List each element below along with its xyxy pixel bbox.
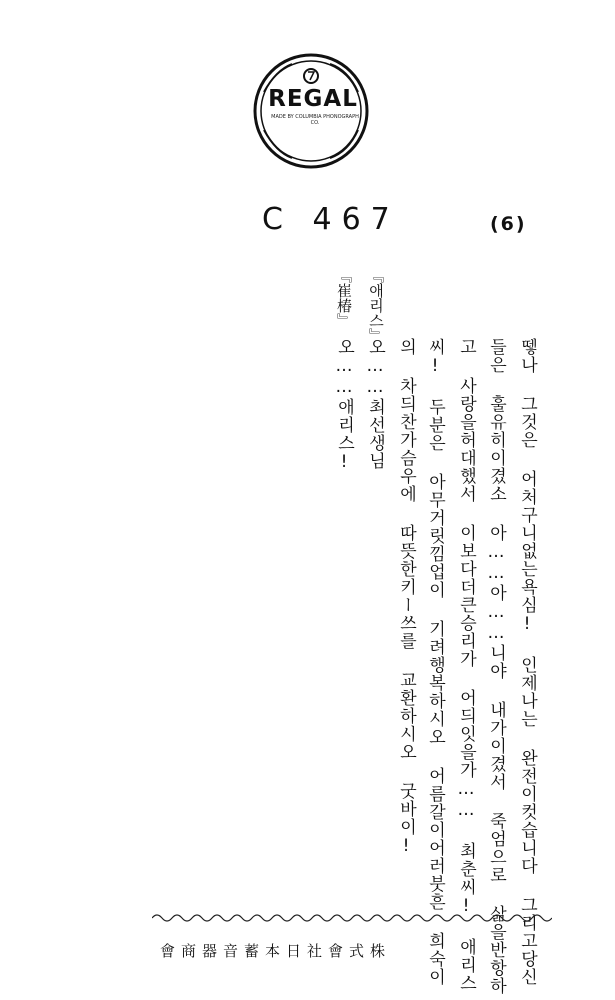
body-line: 씨! 두분은 아무거릿낌업이 기려행복하시오 어름갈이어러붓흔 희숙이 <box>425 338 445 986</box>
speaker-label: 『애리스』 <box>367 268 385 343</box>
publisher-footer: 會商器音蓄本日社會式株 <box>160 942 392 960</box>
logo-brand-text: REGAL <box>268 86 358 112</box>
side-number: (6) <box>490 213 527 235</box>
body-line: 오……최선생님 <box>365 338 385 470</box>
wavy-divider <box>152 912 552 924</box>
logo-subtitle: MADE BY COLUMBIA PHONOGRAPH CO. <box>271 114 359 126</box>
body-line: 들은 훌유히이겼소 아……아……니야 내가이겼서 죽엄으로 삶을반항하 <box>486 338 506 995</box>
catalog-number: C 467 <box>262 202 400 237</box>
body-line: 고 사랑을허대했서 이보다더큰승리가 어듸잇을가…… 최춘씨! 애리스 <box>456 338 476 992</box>
body-line: 오……애리스! <box>334 338 354 473</box>
body-line: 의 차듸찬가슴우에 따뜻한키ー쓰를 교환하시오 굿바이! <box>396 338 416 857</box>
speaker-label: 『崔椿』 <box>335 268 353 328</box>
body-line: 뗗나 그것은 어처구니없는욕심! 인제나는 완전이컷습니다 그리고당신 <box>517 338 537 986</box>
